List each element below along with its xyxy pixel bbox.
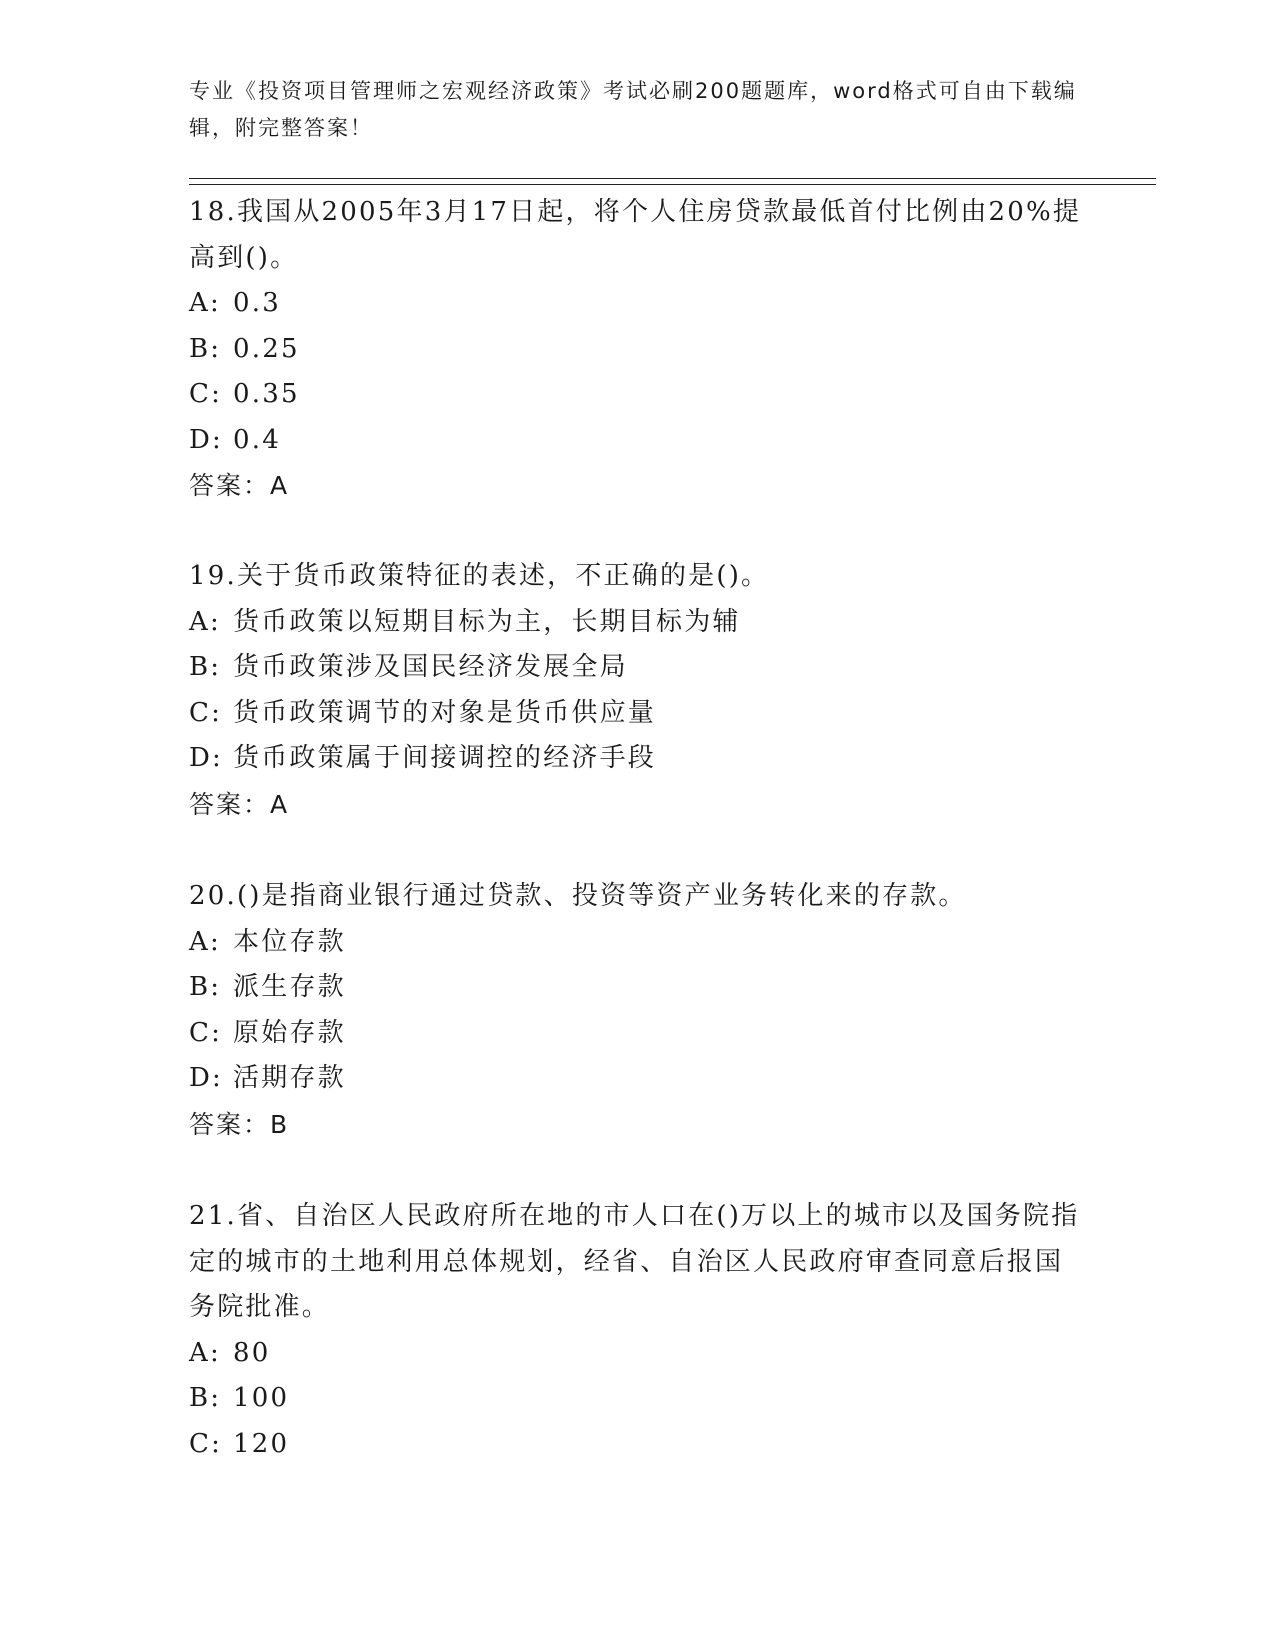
option-a [189, 1331, 1089, 1377]
option-key: B: [189, 1383, 222, 1413]
option-key: D: [189, 424, 224, 455]
option-text: 本位存款 [233, 926, 346, 957]
option-b [189, 1376, 1089, 1422]
document-header: 专业《投资项目管理师之宏观经济政策》考试必刷200题题库，word格式可自由下载编辑，附完整答案！ [189, 79, 1077, 140]
option-a [189, 600, 1089, 646]
option-text: 活期存款 [233, 1063, 346, 1093]
option-text: 原始存款 [233, 1017, 346, 1048]
question-18 [189, 190, 1089, 508]
question-20 [189, 874, 1089, 1147]
option-key: B: [189, 972, 222, 1002]
option-key: C: [189, 1017, 223, 1048]
option-key: A: [189, 926, 221, 957]
option-c [189, 1422, 1089, 1468]
option-c [189, 372, 1089, 418]
option-text: 货币政策属于间接调控的经济手段 [233, 743, 657, 773]
option-b [189, 327, 1089, 373]
header-divider [189, 178, 1156, 185]
option-key: A: [189, 606, 221, 637]
answer-line: 答案：A [189, 471, 290, 500]
option-a [189, 920, 1089, 966]
option-c [189, 691, 1089, 737]
option-key: C: [189, 697, 223, 728]
question-stem: 21.省、自治区人民政府所在地的市人口在()万以上的城市以及国务院指定的城市的土地利用总体规划，经省、自治区人民政府审查同意后报国务院批准。 [189, 1201, 1080, 1322]
option-d [189, 736, 1089, 782]
answer-line: 答案：A [189, 789, 290, 819]
option-key: D: [189, 743, 224, 773]
option-text: 0.3 [233, 288, 281, 318]
question-stem: 19.关于货币政策特征的表述，不正确的是()。 [189, 561, 770, 591]
option-text: 100 [233, 1383, 290, 1413]
question-stem: 18.我国从2005年3月17日起，将个人住房贷款最低首付比例由20%提高到()。 [189, 197, 1082, 273]
question-19 [189, 554, 1089, 827]
option-key: C: [189, 379, 223, 409]
option-text: 80 [233, 1337, 271, 1368]
option-key: B: [189, 333, 222, 364]
option-key: D: [189, 1063, 224, 1093]
option-d [189, 418, 1089, 464]
option-key: B: [189, 652, 222, 682]
option-a [189, 281, 1089, 327]
option-text: 0.4 [233, 424, 281, 455]
option-b [189, 965, 1089, 1011]
question-stem: 20.()是指商业银行通过贷款、投资等资产业务转化来的存款。 [189, 881, 967, 911]
option-key: A: [189, 288, 221, 318]
answer-line: 答案：B [189, 1109, 290, 1139]
option-d [189, 1056, 1089, 1102]
option-text: 120 [233, 1428, 290, 1459]
option-text: 货币政策以短期目标为主，长期目标为辅 [233, 606, 741, 637]
option-text: 派生存款 [233, 972, 346, 1002]
option-key: C: [189, 1428, 223, 1459]
option-key: A: [189, 1337, 221, 1368]
option-text: 0.35 [233, 379, 300, 409]
option-text: 0.25 [233, 333, 300, 364]
option-b [189, 645, 1089, 691]
option-text: 货币政策调节的对象是货币供应量 [233, 697, 657, 728]
question-21 [189, 1194, 1089, 1467]
option-c [189, 1011, 1089, 1057]
option-text: 货币政策涉及国民经济发展全局 [233, 652, 628, 682]
